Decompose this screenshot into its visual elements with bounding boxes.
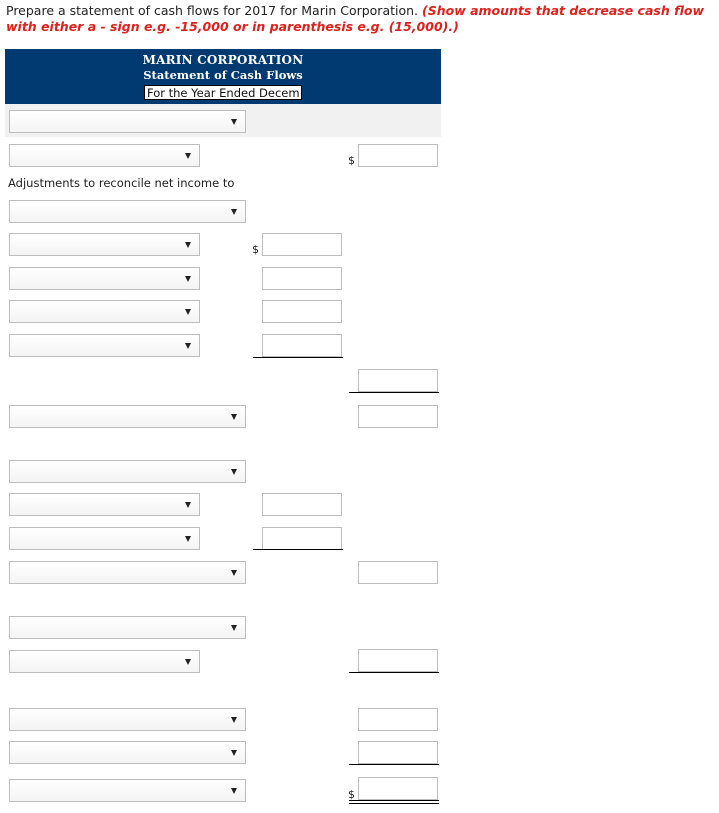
line-item-select-5[interactable] [9, 334, 200, 357]
amount-input-col2-4[interactable] [358, 561, 438, 584]
section-select-9[interactable] [9, 779, 246, 802]
chevron-down-icon [231, 570, 237, 576]
section-select-1[interactable] [9, 110, 246, 133]
section-select-2[interactable] [9, 200, 246, 223]
instructions-note: (Show amounts that decrease cash flow with either a - sign e.g. -15,000 or in parenthesis e.g. (15,000).) [6, 3, 705, 34]
chevron-down-icon [231, 469, 237, 475]
amount-input-col2-3[interactable] [358, 405, 438, 428]
line-item-select-8[interactable] [9, 650, 200, 673]
adjustments-label: Adjustments to reconcile net income to [8, 176, 235, 190]
chevron-down-icon [185, 242, 191, 248]
section-select-7[interactable] [9, 708, 246, 731]
double-underline [349, 800, 439, 804]
amount-input-col2-6[interactable] [358, 708, 438, 731]
amount-input-col2-8[interactable] [358, 777, 438, 800]
section-select-3[interactable] [9, 405, 246, 428]
section-select-5[interactable] [9, 561, 246, 584]
statement-title: Statement of Cash Flows [143, 68, 303, 82]
underline [349, 392, 439, 393]
company-name: MARIN CORPORATION [142, 53, 304, 67]
underline [349, 764, 439, 765]
dollar-sign: $ [252, 243, 259, 256]
underline [349, 672, 439, 673]
amount-input-col1-4[interactable] [262, 334, 342, 357]
dollar-sign: $ [348, 788, 355, 801]
chevron-down-icon [185, 502, 191, 508]
instructions [6, 3, 716, 35]
underline [253, 549, 343, 550]
period-input[interactable] [144, 85, 302, 100]
line-item-select-2[interactable] [9, 233, 200, 256]
chevron-down-icon [185, 343, 191, 349]
line-item-select-3[interactable] [9, 267, 200, 290]
amount-input-col2-1[interactable] [358, 144, 438, 167]
amount-input-col1-3[interactable] [262, 300, 342, 323]
amount-input-col2-5[interactable] [358, 649, 438, 672]
line-item-select-1[interactable] [9, 144, 200, 167]
chevron-down-icon [231, 209, 237, 215]
section-select-8[interactable] [9, 741, 246, 764]
amount-input-col1-1[interactable] [262, 233, 342, 256]
amount-input-col1-6[interactable] [262, 527, 342, 550]
section-select-4[interactable] [9, 460, 246, 483]
dollar-sign: $ [348, 154, 355, 167]
chevron-down-icon [185, 659, 191, 665]
chevron-down-icon [185, 536, 191, 542]
amount-input-col2-2[interactable] [358, 369, 438, 392]
amount-input-col1-5[interactable] [262, 493, 342, 516]
chevron-down-icon [231, 788, 237, 794]
line-item-select-6[interactable] [9, 493, 200, 516]
line-item-select-7[interactable] [9, 527, 200, 550]
amount-input-col1-2[interactable] [262, 267, 342, 290]
line-item-select-4[interactable] [9, 300, 200, 323]
chevron-down-icon [231, 625, 237, 631]
chevron-down-icon [231, 717, 237, 723]
chevron-down-icon [185, 309, 191, 315]
amount-input-col2-7[interactable] [358, 741, 438, 764]
chevron-down-icon [185, 276, 191, 282]
instructions-text: Prepare a statement of cash flows for 2017 for Marin Corporation. [6, 3, 422, 18]
chevron-down-icon [231, 119, 237, 125]
chevron-down-icon [185, 153, 191, 159]
section-select-6[interactable] [9, 616, 246, 639]
underline [253, 357, 343, 358]
chevron-down-icon [231, 414, 237, 420]
statement-header [5, 49, 441, 104]
chevron-down-icon [231, 750, 237, 756]
